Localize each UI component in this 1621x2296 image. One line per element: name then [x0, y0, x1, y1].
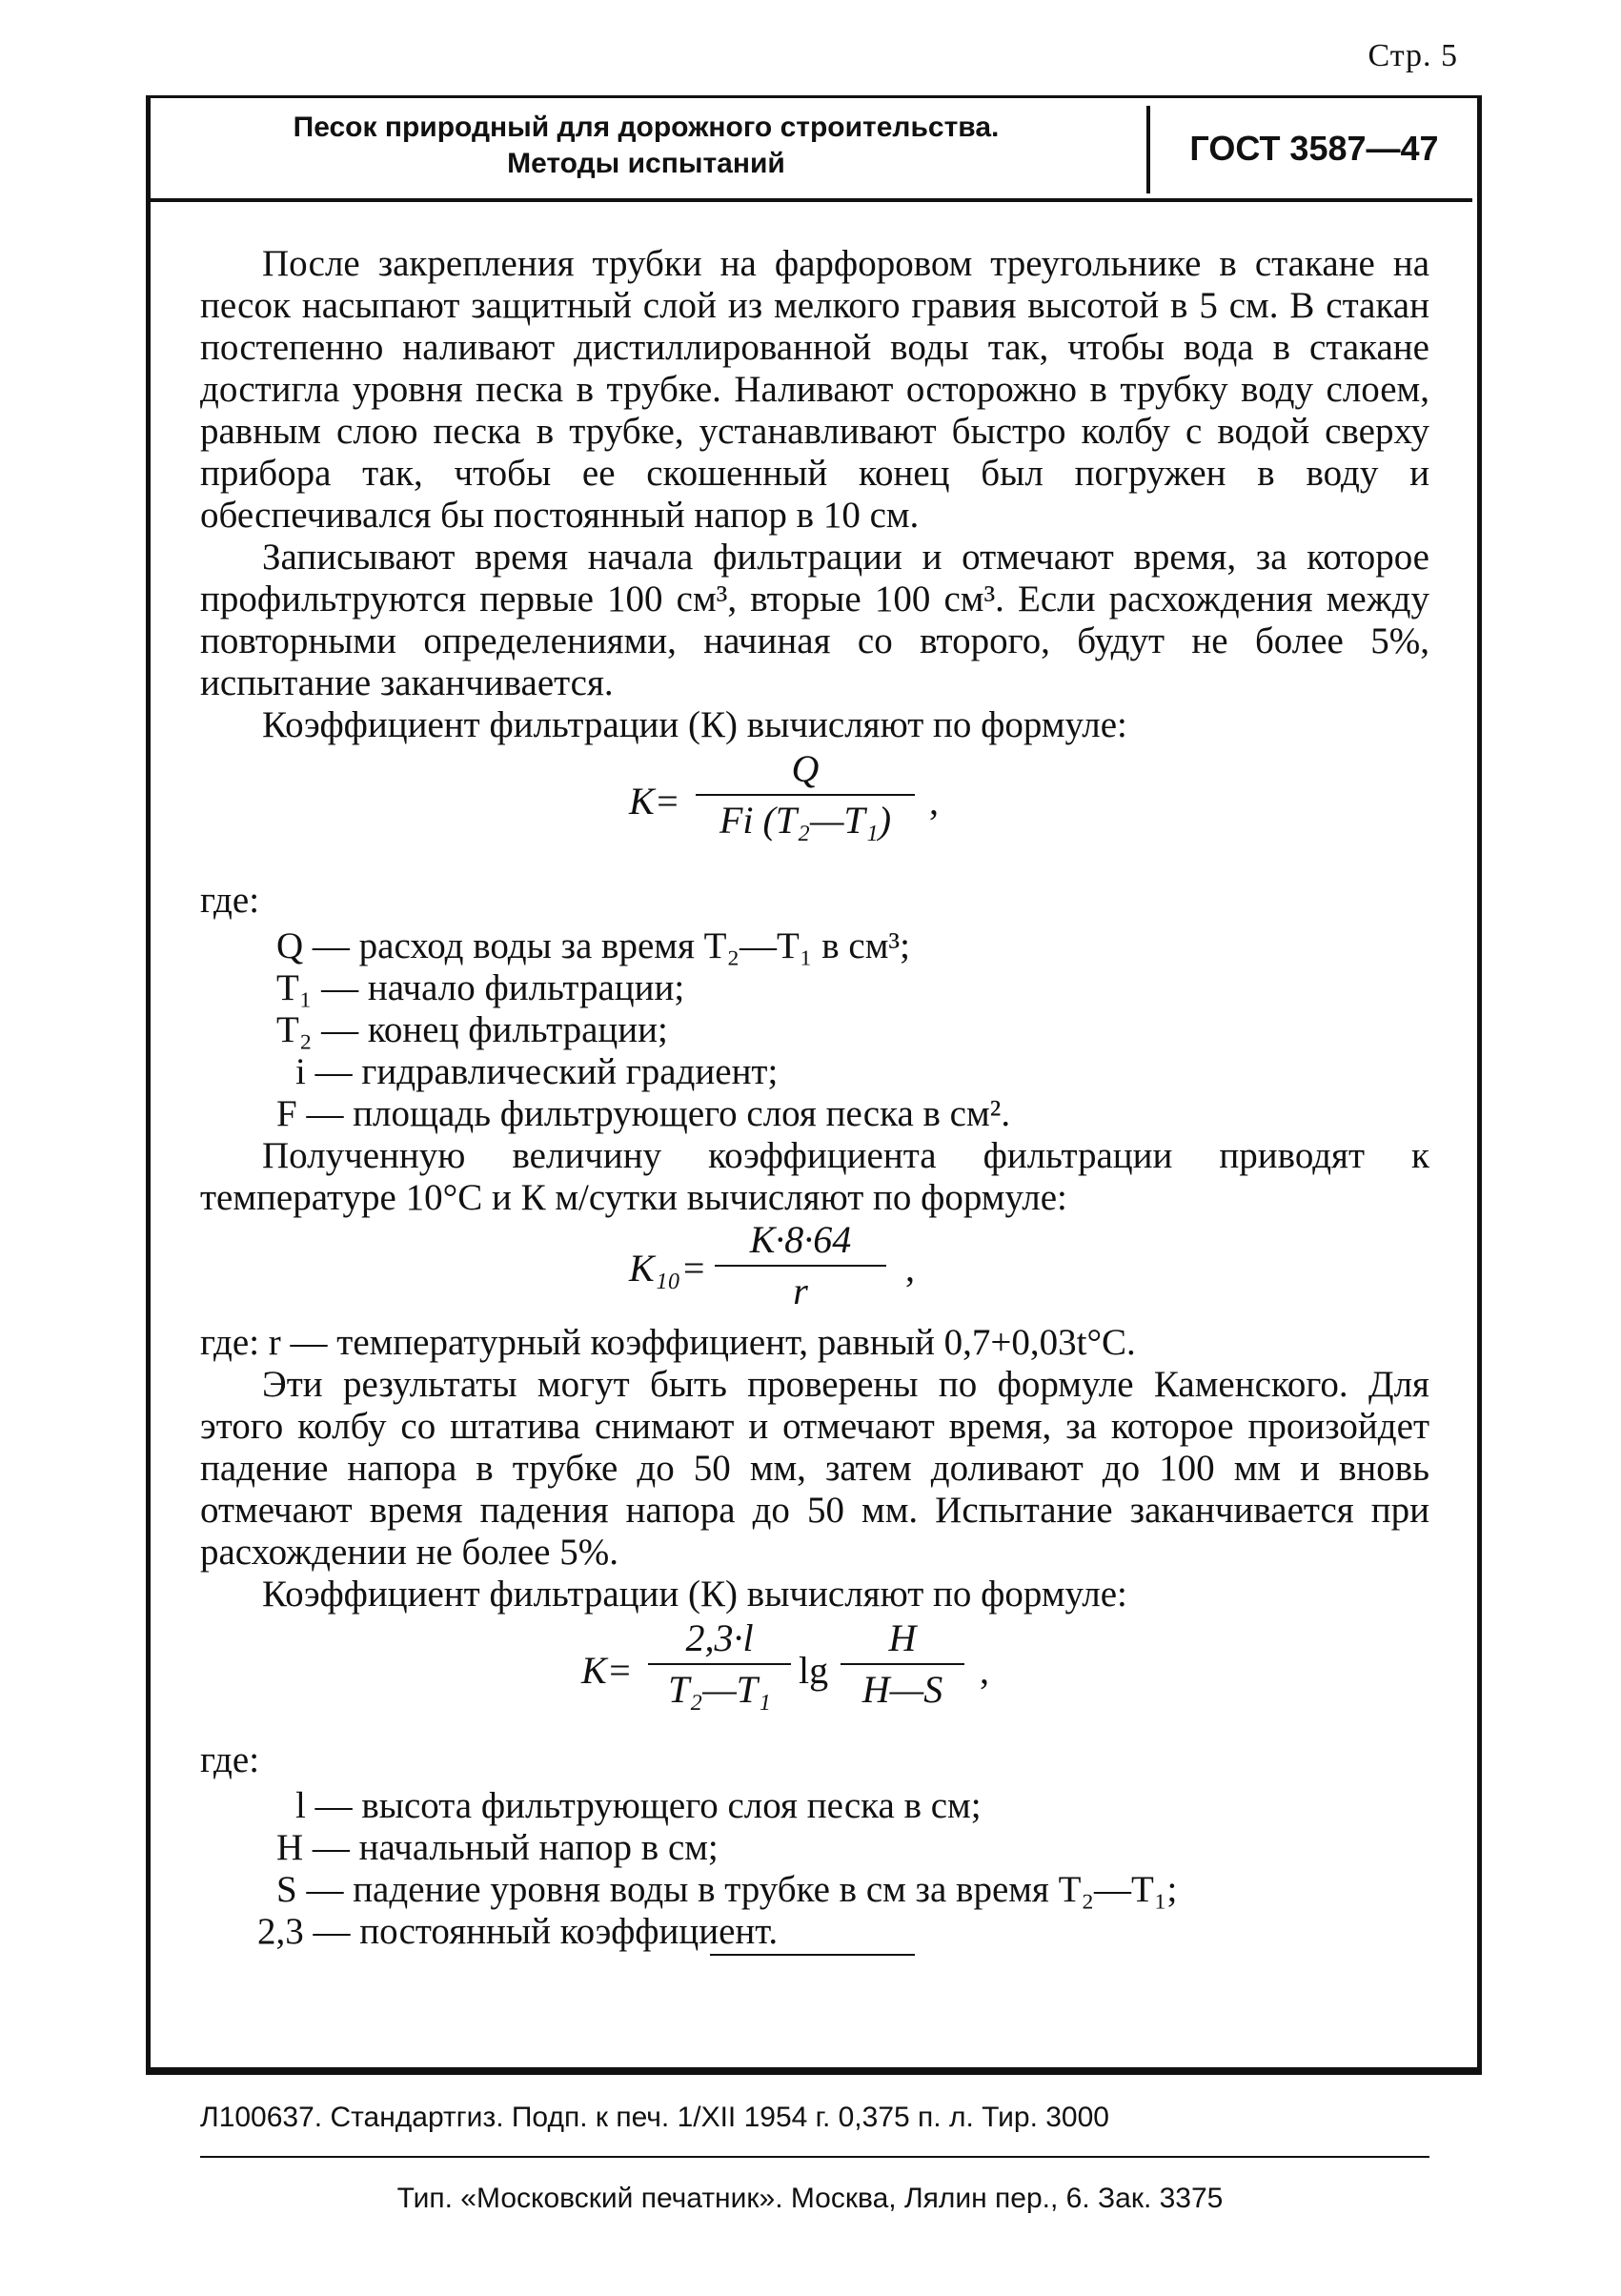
definition-item: 2,3 — постоянный коэффициент.: [257, 1911, 779, 1952]
definition-item: T₁ — начало фильтрации;: [276, 967, 685, 1008]
end-rule: [710, 1954, 915, 1956]
formula-2-lhs: К₁₀=: [629, 1247, 707, 1290]
formula-3-log: lg: [799, 1649, 829, 1692]
definition-item: S — падение уровня воды в трубке в см за время T₂—T₁;: [276, 1869, 1178, 1910]
where-label-1: где:: [200, 880, 260, 921]
formula-1-lhs: К=: [629, 780, 680, 823]
formula-1-comma: ,: [929, 780, 939, 823]
definitions-1: [200, 925, 1429, 1135]
formula-2-comma: ,: [905, 1247, 915, 1290]
paragraph-1: После закрепления трубки на фарфоровом треугольнике в стакане на песок насыпают защитный слой из мелкого гравия высотой в 5 см. В стакан постепенно наливают дистиллированной воды так, чтобы вода в стакане достигла уровня песка в трубке. Наливают осторожно в трубку воду слоем, равным слою песка в трубке, устанавливают быстро колбу с водой сверху прибора так, чтобы ее скошенный конец был погружен в воду и обеспечивался бы постоянный напор в 10 см.: [200, 243, 1429, 536]
formula-2-denominator: r: [793, 1270, 808, 1312]
page-number: Стр. 5: [1368, 38, 1458, 73]
definition-item: i — гидравлический градиент;: [295, 1051, 779, 1092]
paragraph-2: Записывают время начала фильтрации и отмечают время, за которое профильтруются первые 100 см³, вторые 100 см³. Если расхождения между повторными определениями, начиная со второго, будут не более 5%, испытание заканчивается.: [200, 537, 1429, 703]
formula-3-numerator-1: 2,3·l: [648, 1617, 791, 1665]
formula-kamensky: [200, 1615, 1429, 1730]
header-title: [151, 98, 1142, 198]
paragraph-7: Коэффициент фильтрации (К) вычисляют по формуле:: [262, 1574, 1127, 1615]
definition-item: T₂ — конец фильтрации;: [276, 1009, 668, 1050]
formula-2-fraction: [715, 1219, 886, 1312]
header-title-line1: Песок природный для дорожного строительства.: [293, 112, 1000, 143]
formula-3-numerator-2: H: [841, 1617, 964, 1665]
formula-3-fraction-1: [648, 1617, 791, 1711]
paragraph-4: Полученную величину коэффициента фильтрации приводят к температуре 10°С и К м/сутки вычисляют по формуле:: [200, 1135, 1429, 1218]
header-title-line2: Методы испытаний: [507, 148, 785, 179]
formula-1-fraction: [696, 748, 915, 842]
formula-temperature: [200, 1219, 1429, 1322]
paragraph-6: Эти результаты могут быть проверены по формуле Каменского. Для этого колбу со штатива снимают и отмечают время, за которое произойдет падение напора в трубке до 50 мм, затем доливают до 100 мм и вновь отмечают время падения напора до 50 мм. Испытание заканчивается при расхождении не более 5%.: [200, 1364, 1429, 1573]
definitions-2: [200, 1785, 1429, 1953]
paragraph-5: где: r — температурный коэффициент, равный 0,7+0,03t°С.: [200, 1322, 1136, 1363]
formula-1-numerator: Q: [696, 748, 915, 796]
paragraph-3: Коэффициент фильтрации (К) вычисляют по формуле:: [262, 704, 1127, 745]
imprint-line-1: Л100637. Стандартгиз. Подп. к печ. 1/XII 1954 г. 0,375 п. л. Тир. 3000: [200, 2102, 1109, 2133]
formula-2-numerator: К·8·64: [715, 1219, 886, 1267]
formula-3-comma: ,: [980, 1649, 989, 1692]
formula-3-denominator-2: H—S: [861, 1668, 943, 1711]
header-divider: [1146, 106, 1150, 193]
document-body: [200, 243, 1429, 1953]
formula-3-lhs: К=: [581, 1649, 633, 1692]
frame-bottom-rule: [146, 2072, 1482, 2075]
definition-item: l — высота фильтрующего слоя песка в см;: [295, 1785, 982, 1826]
imprint-line-2: Тип. «Московский печатник». Москва, Лялин пер., 6. Зак. 3375: [396, 2183, 1224, 2214]
formula-1-denominator: Fi (T₂—T₁): [719, 799, 892, 842]
where-label-2: где:: [200, 1739, 260, 1780]
page-header: [151, 98, 1472, 202]
formula-3-denominator-1: T₂—T₁: [668, 1668, 771, 1711]
standard-number: ГОСТ 3587—47: [1189, 129, 1439, 168]
formula-filtration: [200, 746, 1429, 870]
formula-3-fraction-2: [841, 1617, 964, 1711]
definition-item: F — площадь фильтрующего слоя песка в см².: [276, 1093, 1011, 1134]
definition-item: H — начальный напор в см;: [276, 1827, 719, 1868]
footer-divider: [200, 2156, 1429, 2158]
definition-item: Q — расход воды за время T₂—T₁ в см³;: [276, 925, 910, 966]
